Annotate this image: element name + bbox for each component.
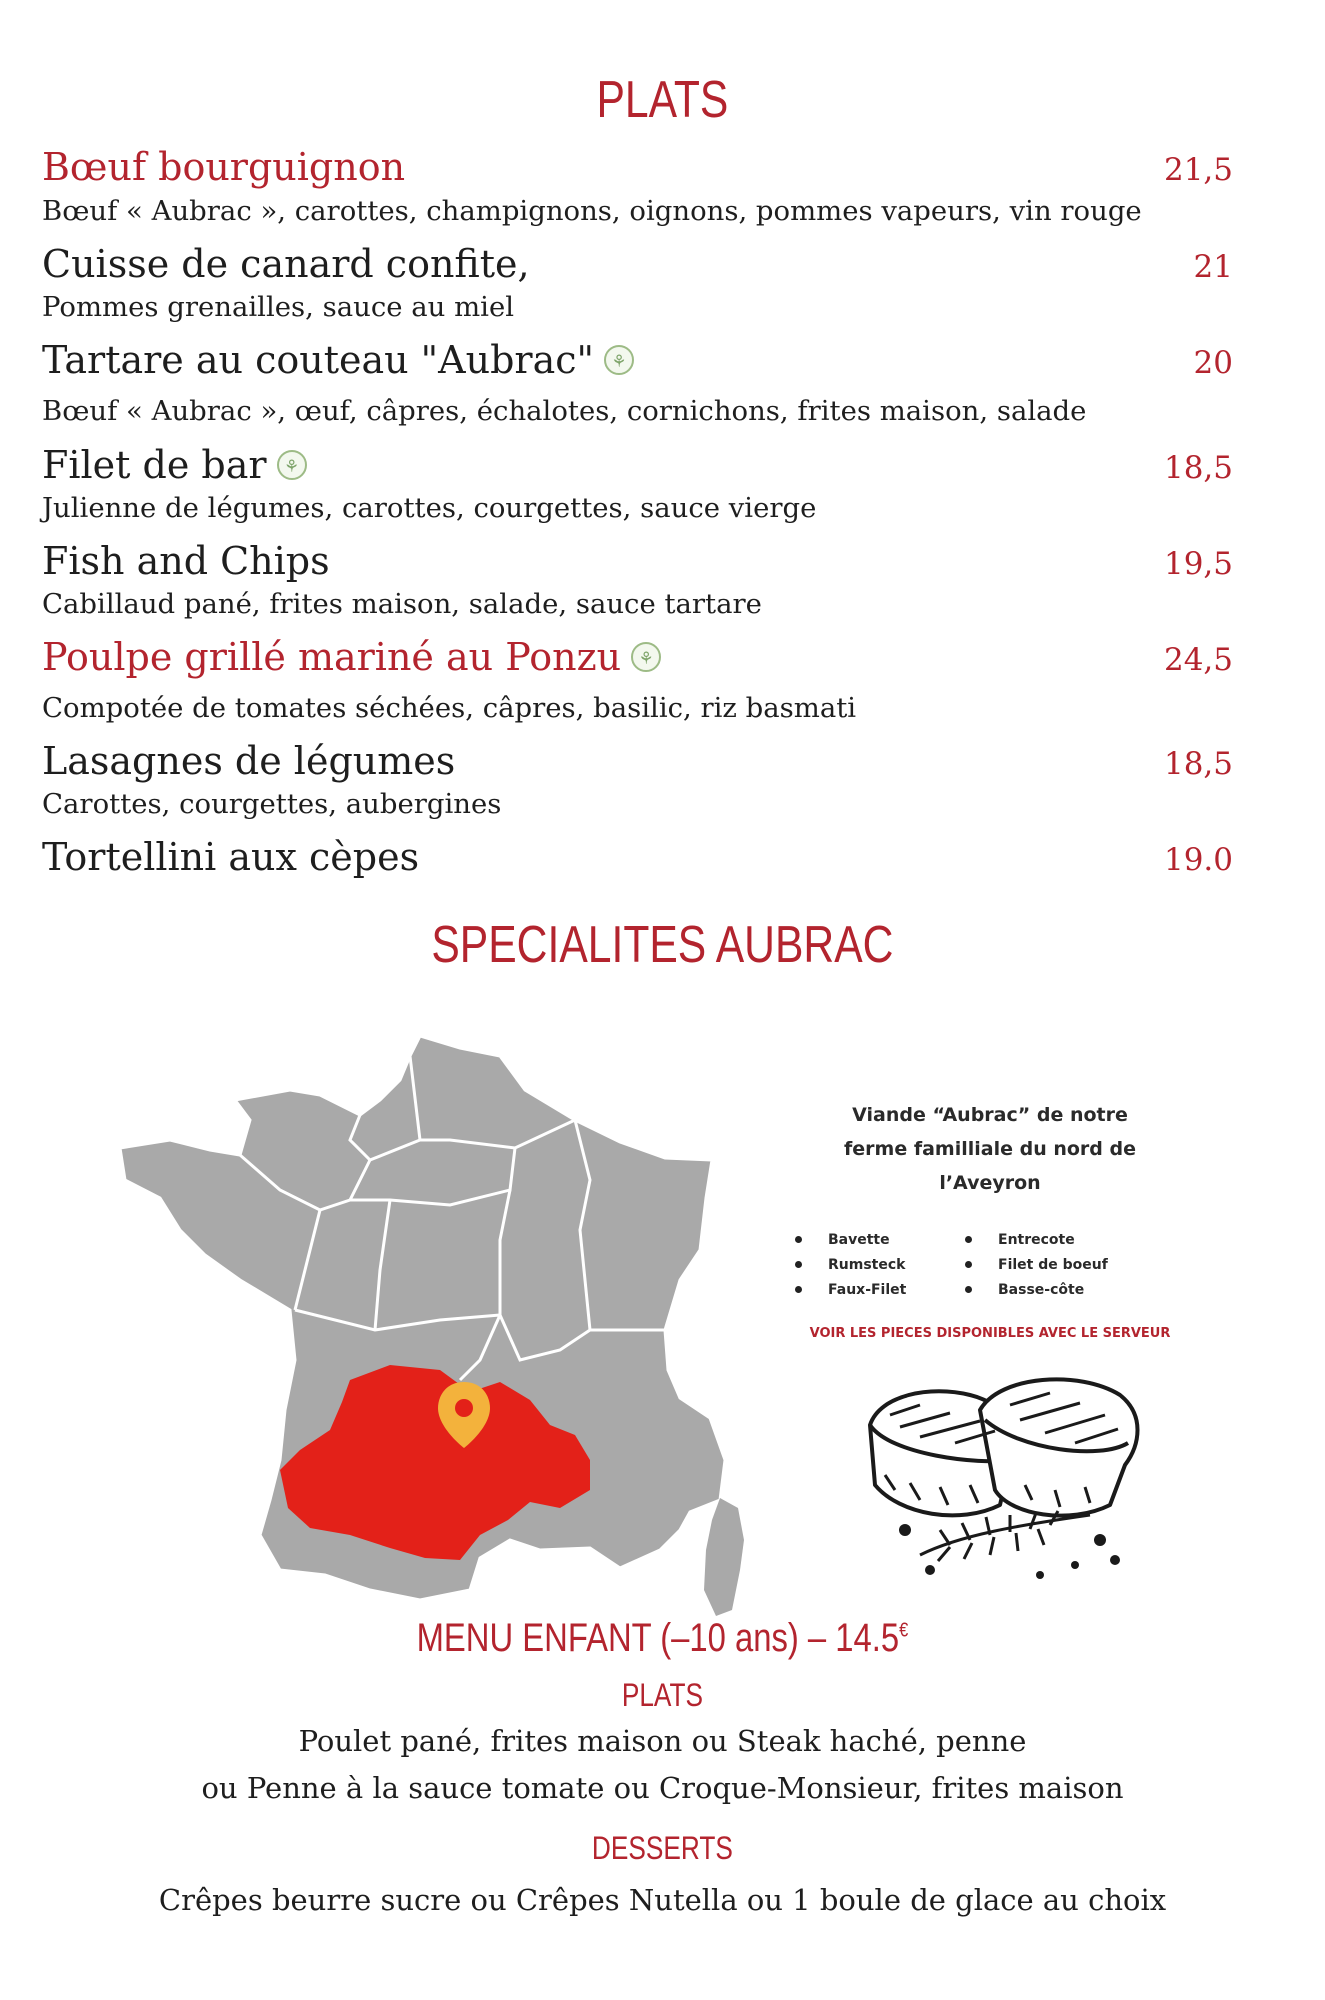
cut-label: Faux-Filet	[828, 1282, 907, 1298]
dish-name-cuisse-canard: Cuisse de canard confite,	[42, 242, 530, 286]
menu-enfant-title: MENU ENFANT (–10 ans) – 14.5	[416, 1616, 900, 1660]
dish-name-filet-bar: Filet de bar	[42, 443, 267, 487]
dish-price-fish-chips: 19,5	[1163, 546, 1233, 582]
menu-enfant-desserts-heading: DESSERTS	[591, 1830, 733, 1866]
viande-text-line1: Viande “Aubrac” de notre	[852, 1104, 1128, 1126]
corsica-shape	[704, 1498, 744, 1616]
dish-price-filet-bar: 18,5	[1163, 450, 1233, 486]
dish-price-tortellini: 19.0	[1163, 842, 1233, 878]
cut-label: Bavette	[828, 1232, 890, 1248]
cut-label: Rumsteck	[828, 1257, 906, 1273]
wheat-leaf-icon: ⚘	[631, 642, 661, 672]
cut-label: Basse-côte	[998, 1282, 1085, 1298]
bullet-icon	[965, 1286, 972, 1293]
dish-desc-lasagnes: Carottes, courgettes, aubergines	[42, 788, 502, 820]
viande-text-line2: ferme familliale du nord de	[844, 1138, 1136, 1160]
dish-name-tortellini: Tortellini aux cèpes	[42, 835, 420, 879]
dish-desc-tartare: Bœuf « Aubrac », œuf, câpres, échalotes, cornichons, frites maison, salade	[42, 395, 1087, 427]
menu-enfant-plats-heading: PLATS	[621, 1677, 703, 1713]
menu-enfant-plats-line1: Poulet pané, frites maison ou Steak haché, penne	[298, 1724, 1027, 1758]
dish-row-filet-bar	[42, 443, 307, 487]
cut-item	[965, 1257, 1108, 1273]
dish-price-tartare: 20	[1193, 345, 1233, 381]
cut-item	[795, 1257, 905, 1273]
bullet-icon	[965, 1261, 972, 1268]
france-map	[120, 1030, 780, 1620]
dish-name-tartare: Tartare au couteau "Aubrac"	[42, 338, 594, 382]
cut-label: Entrecote	[998, 1232, 1075, 1248]
cut-item	[965, 1282, 1084, 1298]
euro-symbol: €	[899, 1619, 909, 1642]
cut-item	[795, 1282, 906, 1298]
dish-name-poulpe: Poulpe grillé mariné au Ponzu	[42, 635, 622, 679]
wheat-leaf-icon: ⚘	[604, 345, 634, 375]
dish-desc-cuisse-canard: Pommes grenailles, sauce au miel	[42, 291, 515, 323]
menu-enfant-plats-line2: ou Penne à la sauce tomate ou Croque-Monsieur, frites maison	[201, 1771, 1124, 1805]
dish-price-boeuf-bourguignon: 21,5	[1163, 152, 1233, 188]
steak-illustration-icon	[860, 1365, 1150, 1585]
dish-price-poulpe: 24,5	[1163, 642, 1233, 678]
cut-item	[965, 1232, 1075, 1248]
dish-desc-filet-bar: Julienne de légumes, carottes, courgettes, sauce vierge	[42, 492, 817, 524]
bullet-icon	[965, 1236, 972, 1243]
wheat-leaf-icon: ⚘	[277, 450, 307, 480]
menu-enfant-desserts-line: Crêpes beurre sucre ou Crêpes Nutella ou 1 boule de glace au choix	[158, 1883, 1167, 1917]
voir-serveur-note: VOIR LES PIECES DISPONIBLES AVEC LE SERVEUR	[809, 1326, 1171, 1341]
bullet-icon	[795, 1286, 802, 1293]
bullet-icon	[795, 1236, 802, 1243]
dish-price-cuisse-canard: 21	[1193, 249, 1233, 285]
menu-enfant-heading	[119, 1616, 1206, 1661]
dish-row-tartare	[42, 338, 634, 382]
cut-label: Filet de boeuf	[998, 1257, 1108, 1273]
dish-name-boeuf-bourguignon: Bœuf bourguignon	[42, 145, 406, 189]
plats-heading: PLATS	[596, 71, 729, 129]
dish-name-fish-chips: Fish and Chips	[42, 539, 330, 583]
dish-desc-poulpe: Compotée de tomates séchées, câpres, basilic, riz basmati	[42, 692, 857, 724]
dish-price-lasagnes: 18,5	[1163, 746, 1233, 782]
specialites-heading: SPECIALITES AUBRAC	[431, 916, 894, 974]
cut-item	[795, 1232, 890, 1248]
dish-desc-fish-chips: Cabillaud pané, frites maison, salade, sauce tartare	[42, 588, 762, 620]
viande-text-line3: l’Aveyron	[939, 1172, 1041, 1194]
dish-name-lasagnes: Lasagnes de légumes	[42, 739, 456, 783]
dish-desc-boeuf-bourguignon: Bœuf « Aubrac », carottes, champignons, oignons, pommes vapeurs, vin rouge	[42, 195, 1142, 227]
dish-row-poulpe	[42, 635, 661, 679]
bullet-icon	[795, 1261, 802, 1268]
